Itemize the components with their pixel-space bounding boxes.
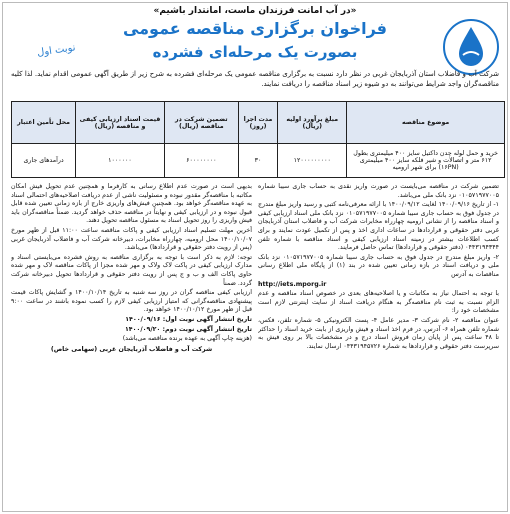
cell-subject: خرید و حمل لوله چدن داکتیل سایز ۴۰۰ میلیمتری بطول ۶۱۲ متر و اتصالات و شیر فلکه سایز ۴۰۰ میلیمتری (۱۶PN) برای شهر ارومیه <box>347 144 505 178</box>
paragraph: ۲- واریز مبلغ مندرج در جدول فوق به حساب جاری سیبا شماره ۰۱۰۵۷۱۹۷۷۰۰۵ نزد بانک ملی و دریافت اسناد در بازه زمانی تعیین شده در بند (۱) از پایگاه ملی اطلاع رسانی مناقصات به آدرس <box>258 253 499 278</box>
tender-table <box>11 101 505 178</box>
paragraph: توجه: لازم به ذکر است با توجه به برگزاری مناقصه به روش فشرده می‌بایستی اسناد و مدارک ارزیابی کیفی در پاکت لاک ولاک و مهر شده مجزا از پاکات مناقصه لاک و مهر شده حاوی پاکات الف و ب و ج پس از رویت دفتر حقوقی و قراردادها تحویل دبیرخانه شرکت گردد. ضمناً <box>11 253 252 287</box>
table-header-row <box>12 102 505 144</box>
cost-note: (هزینه چاپ آگهی به عهده برنده مناقصه می‌باشد) <box>122 335 252 343</box>
first-publication-date: تاریخ انتشار آگهی نوبت اول: ۱۴۰۰/۰۹/۱۶ <box>125 315 252 323</box>
table-row <box>12 144 505 178</box>
body-column-right <box>258 183 499 509</box>
paragraph: عنوان مناقصه ۲- نام شرکت ۳- مدیر عامل ۴- پست الکترونیکی ۵- شماره تلفن، فکس، شماره تلفن همراه ۶- آدرس، در فرم اخذ اسناد و فیش واریزی از بابت خرید اسناد را حداکثر تا ۴۸ ساعت پس از پایان زمان فروش اسناد درج و در مشخصات بالا بر روی فیش به سرپرست دفتر حقوقی و قراردادها به شماره ۰۴۴۳۱۹۴۵۷۲۶ ارسال نمایند. <box>258 316 499 350</box>
paragraph: تضمین شرکت در مناقصه می‌بایست در صورت واریز نقدی به حساب جاری سیبا شماره ۰۱۰۵۷۱۹۷۷۰۰۵ نزد بانک ملی می‌باشد. <box>258 183 499 199</box>
paragraph: ارزیابی کیفی مناقصه گران در روز سه شنبه به تاریخ ۱۴۰۰/۱۰/۱۴ و گشایش پاکات قیمت پیشنهادی مناقصه‌گرانی که امتیاز ارزیابی کیفی لازم را کسب نموده باشند در ساعت ۹:۰۰ قبل از ظهر مورخ ۱۴۰۰/۱۰/۱۲ خواهد بود. <box>11 289 252 314</box>
header-guarantee: تضمین شرکت در مناقصه (ریال) <box>164 102 238 144</box>
paragraph: ۱- از تاریخ ۱۴۰۰/۰۹/۱۶ لغایت ۱۴۰۰/۰۹/۱۲ با ارائه معرفی‌نامه کتبی و رسید واریز مبلغ مندرج در جدول فوق به حساب جاری سیبا شماره ۰۱۰۵۷۱۹۷۷۰۰۵ نزد بانک ملی اسناد ارزیابی کیفی و اسناد مناقصه را از نشانی ارومیه چهارراه مخابرات شرکت آب و فاضلاب استان آذربایجان غربی دفتر حقوقی و قراردادها در ساعات اداری اخذ و پس از تکمیل عودت نمایند و برای کسب اطلاعات بیشتر در زمینه اسناد ارزیابی کیفی و اسناد مناقصه با شماره تلفن ۰۴۴۳۱۹۴۳۴۴ (دفتر حقوقی و قراردادها) تماس حاصل فرمایند. <box>258 201 499 252</box>
second-publication-date: تاریخ انتشار آگهی نوبت دوم: ۱۴۰۰/۰۹/۲۰ <box>124 325 252 333</box>
paragraph: آخرین مهلت تسلیم اسناد ارزیابی کیفی و پاکات مناقصه ساعت ۱۱:۰۰ قبل از ظهر مورخ ۱۴۰۰/۱۰/۰۷ محل ارومیه، چهارراه مخابرات، دبیرخانه شرکت آب و فاضلاب آذربایجان غربی (پس از رویت دفتر حقوقی و قراردادها) می‌باشد. <box>11 226 252 252</box>
water-drop-logo-icon <box>441 17 501 77</box>
tender-notice <box>2 2 508 512</box>
header-subject: موضوع مناقصه <box>347 102 505 144</box>
slogan: «در آب امانت فرزندان ماست، امانتدار باشیم» <box>153 6 357 16</box>
intro-paragraph: شرکت آب و فاضلاب استان آذربایجان غربی در نظر دارد نسبت به برگزاری مناقصه عمومی یک مرحله‌ای فشرده به شرح زیر از طریق آگهی عمومی اقدام نماید. لذا کلیه مناقصه‌گران واجد شرایط می‌توانند به دو شیوه زیر اسناد مناقصه را دریافت نمایند. <box>11 70 499 88</box>
title-line-2: بصورت یک مرحله‌ای فشرده <box>152 43 358 61</box>
cell-funding: درآمدهای جاری <box>12 144 76 178</box>
header-document-price: قیمت اسناد ارزیابی کیفی و مناقصه (ریال) <box>76 102 165 144</box>
body-column-left <box>11 183 252 509</box>
header-funding: محل تأمین اعتبار <box>12 102 76 144</box>
website-link[interactable]: http://iets.mporg.ir <box>258 280 327 288</box>
header-duration: مدت اجرا (روز) <box>238 102 277 144</box>
cell-guarantee: ۶۰۰۰۰۰۰۰۰ <box>164 144 238 178</box>
cell-duration: ۳۰ <box>238 144 277 178</box>
cell-estimate: ۱۲۰۰۰۰۰۰۰۰۰ <box>278 144 347 178</box>
cell-document-price: ۱۰۰۰۰۰۰ <box>76 144 165 178</box>
publication-stamp: نوبت اول <box>36 42 77 59</box>
paragraph: بدیهی است در صورت عدم اطلاع رسانی به کارفرما و همچنین عدم تحویل فیش امکان مکاتبه با مناقصه‌گر مقدور نبوده و مسئولیت ناشی از عدم دریافت اصلاحیه‌های احتمالی اسناد به عهده مناقصه‌گر خواهد بود. همچنین فیش‌های واریزی خارج از بازه زمانی تعیین شده قابل قبول نبوده و در ارزیابی کیفی و نهایتاً در مناقصه حذف خواهد گردید. ضمناً مناقصه‌گران باید فیش واریزی را روز تحویل اسناد به مسئول مناقصه تحویل دهند. <box>11 183 252 225</box>
title-line-1: فراخوان برگزاری مناقصه عمومی <box>122 19 388 38</box>
header-estimate: مبلغ برآورد اولیه (ریال) <box>278 102 347 144</box>
company-signature: شرکت آب و فاضلاب آذربایجان غربی (سهامی خاص) <box>50 345 213 353</box>
body-columns <box>11 183 499 509</box>
paragraph: با توجه به احتمال نیاز به مکاتبات و یا اصلاحیه‌های بعدی در خصوص اسناد مناقصه و عدم الزام نسبت به ثبت نام مناقصه‌گر به هنگام دریافت اسناد از سایت اینترنتی لازم است مشخصات خود را: <box>258 290 499 315</box>
